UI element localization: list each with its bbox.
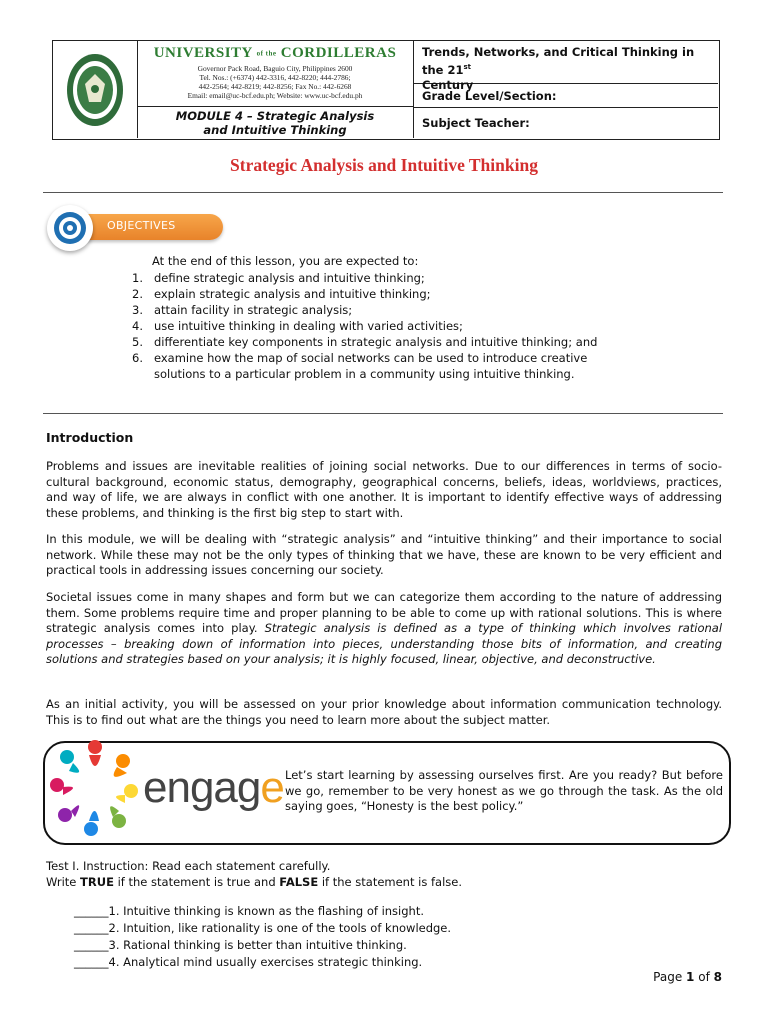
course-title: Trends, Networks, and Critical Thinking in the 21st Century [414,41,718,84]
university-seal-cell [53,41,138,138]
engage-text: Let’s start learning by assessing ourselves first. Are you ready? But before we go, remember to be very honest as we go through the task. As the old saying goes, “Honesty is the best policy.” [285,768,723,814]
list-item: 4. use intuitive thinking in dealing with varied activities; [132,319,463,333]
intro-paragraph-4: As an initial activity, you will be assessed on your prior knowledge about information communication technology. This is to find out what are the things you need to learn more about the subject matter. [46,697,722,727]
list-item: 3. attain facility in strategic analysis; [132,303,353,317]
list-item: 5. differentiate key components in strategic analysis and intuitive thinking; and [132,335,598,349]
intro-paragraph-2: In this module, we will be dealing with “strategic analysis” and “intuitive thinking” and their importance to social network. While these may not be the only types of thinking that we have, these are known to be very efficient and practical tools in addressing issues concerning our society. [46,532,722,578]
intro-paragraph-3: Societal issues come in many shapes and form but we can categorize them according to the nature of addressing them. Some problems require time and proper planning to be able to come up with rational solutions. This is where strategic analysis comes into play. Strategic analysis is defined as a type of thinking which involves rational processes – breaking down of information into pieces, understanding those bits of information, and creating solutions and strategies based on your analysis; it is highly focused, linear, objective, and deconstructive. [46,590,723,667]
engage-logo-text: engage [143,763,284,812]
list-item: ______4. Analytical mind usually exercises strategic thinking. [74,955,423,969]
objectives-label: OBJECTIVES [107,219,176,232]
objectives-lead: At the end of this lesson, you are expected to: [152,254,419,268]
module-label-cell: MODULE 4 – Strategic Analysis and Intuitive Thinking [137,107,414,138]
university-name: UNIVERSITY of the CORDILLERAS [153,45,397,61]
intro-paragraph-1: Problems and issues are inevitable realities of joining social networks. Due to our differences in terms of socio-cultural background, economic status, demography, geographical concerns, beliefs, ideas, worldviews, practices, and way of life, we are always in conflict with one another. It is important to identify effective ways of addressing these problems, and thinking is the first big step to start with. [46,459,722,520]
objectives-list [132,270,692,382]
target-icon-wrap [47,205,93,251]
grade-level-field: Grade Level/Section: [414,84,718,108]
university-seal-icon [65,52,125,128]
course-info [414,41,718,138]
divider [43,413,723,414]
list-item: ______1. Intuitive thinking is known as the flashing of insight. [74,904,424,918]
list-item: 6. examine how the map of social networks can be used to introduce creative solutions to a particular problem in a community using intuitive thinking. [132,351,588,381]
test-instructions: Test I. Instruction: Read each statement carefully. Write TRUE if the statement is true and FALSE if the statement is false. [46,859,462,889]
university-info-cell [137,41,414,107]
university-address: Governor Pack Road, Baguio City, Philippines 2600 Tel. Nos.: (+6374) 442-3316, 442-8220; 444-2786; 442-2564; 442-8219; 442-8256; Fax No.: 442-6268 Email: email@uc-bcf.edu.ph; Website: www.uc-bcf.edu.ph [187,64,363,100]
objectives-badge [45,205,225,247]
divider [43,192,723,193]
list-item: 1. define strategic analysis and intuitive thinking; [132,271,425,285]
list-item: ______3. Rational thinking is better than intuitive thinking. [74,938,407,952]
introduction-heading: Introduction [46,430,134,445]
target-icon [52,210,88,246]
page-number: Page 1 of 8 [653,970,722,984]
people-circle-icon [49,737,141,837]
header-table [52,40,720,140]
list-item: 2. explain strategic analysis and intuitive thinking; [132,287,431,301]
list-item: ______2. Intuition, like rationality is one of the tools of knowledge. [74,921,452,935]
subject-teacher-field: Subject Teacher: [422,116,530,130]
test-items [74,903,451,971]
page-title: Strategic Analysis and Intuitive Thinking [230,155,538,175]
engage-box [43,741,731,845]
